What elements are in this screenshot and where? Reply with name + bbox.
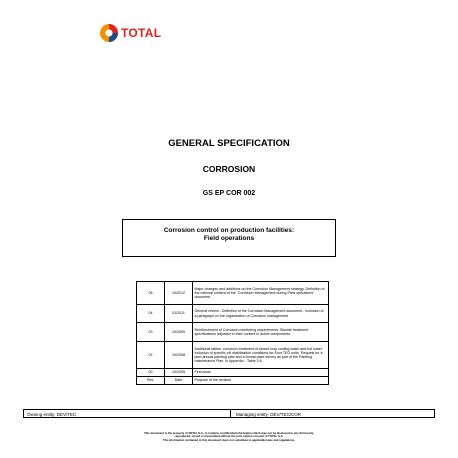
entity-row	[23, 409, 435, 418]
date-header: Date	[165, 377, 193, 385]
managing-entity: Managing entity: DEV/TEC/COR	[236, 411, 302, 417]
date-cell: 10/2008	[165, 342, 193, 369]
purpose-cell: General review - Definition of the Corrosion Management document - Inclusion of a paragraph on the organisation of Corrosion management	[193, 305, 329, 323]
scope-line-2: Field operations	[203, 235, 255, 242]
purpose-cell: Major changes and additions on the Corrosion Management strategy. Definition of the minimal content of the "Corrosion Management during Field operations" document	[193, 282, 329, 305]
total-logo-icon	[98, 22, 120, 44]
rev-cell: 03	[137, 323, 165, 342]
notice-line-1: This document is the property of TOTAL S.A., it contains confidential information which may not be disclosed to any third party,	[144, 431, 314, 435]
entity-divider	[230, 410, 231, 418]
date-cell: 10/2012	[165, 282, 193, 305]
document-subject: CORROSION	[202, 164, 256, 174]
purpose-cell: Additional tables: corrosion treatment of closed loop cooling water and hot water. Inclusion of specific pH stabilisation conditions for Sour TEG units. Request for a pluri-annual painting plan and a formal paint survey as part of the Painting maintenance Plan, in Appendix - Table 3.8	[193, 342, 329, 369]
rev-cell: 05	[137, 282, 165, 305]
table-row	[137, 342, 329, 369]
table-header-row	[137, 377, 329, 385]
purpose-header: Purpose of the revision	[193, 377, 329, 385]
rev-cell: 00	[137, 369, 165, 377]
scope-line-1: Corrosion control on production facilities:	[163, 227, 295, 234]
rev-header: Rev.	[137, 377, 165, 385]
total-logo	[98, 22, 170, 44]
purpose-cell: First issue	[193, 369, 329, 377]
date-cell: 10/2009	[165, 323, 193, 342]
logo-wordmark: TOTAL	[121, 26, 162, 40]
owning-entity: Owning entity: DEV/TEC	[27, 411, 77, 417]
date-cell: 01/2011	[165, 305, 193, 323]
rev-cell: 02	[137, 342, 165, 369]
document-type: GENERAL SPECIFICATION	[168, 138, 290, 149]
purpose-cell: Reinforcement of Corrosion monitoring requirements. Biocide treatment specifications adjusted to their content in active components	[193, 323, 329, 342]
table-row	[137, 305, 329, 323]
notice-line-3: The information contained in this document does not substitute to applicable laws and regulations.	[163, 437, 295, 442]
table-row	[137, 323, 329, 342]
scope-box	[122, 219, 336, 257]
document-code: GS EP COR 002	[202, 190, 256, 197]
date-cell: 10/2005	[165, 369, 193, 377]
revision-table	[136, 281, 329, 385]
table-row	[137, 369, 329, 377]
confidentiality-notice	[40, 432, 418, 442]
table-row	[137, 282, 329, 305]
notice-line-2: reproduced, stored or transmitted without the prior written consent of TOTAL S.A.	[174, 434, 284, 439]
rev-cell: 04	[137, 305, 165, 323]
